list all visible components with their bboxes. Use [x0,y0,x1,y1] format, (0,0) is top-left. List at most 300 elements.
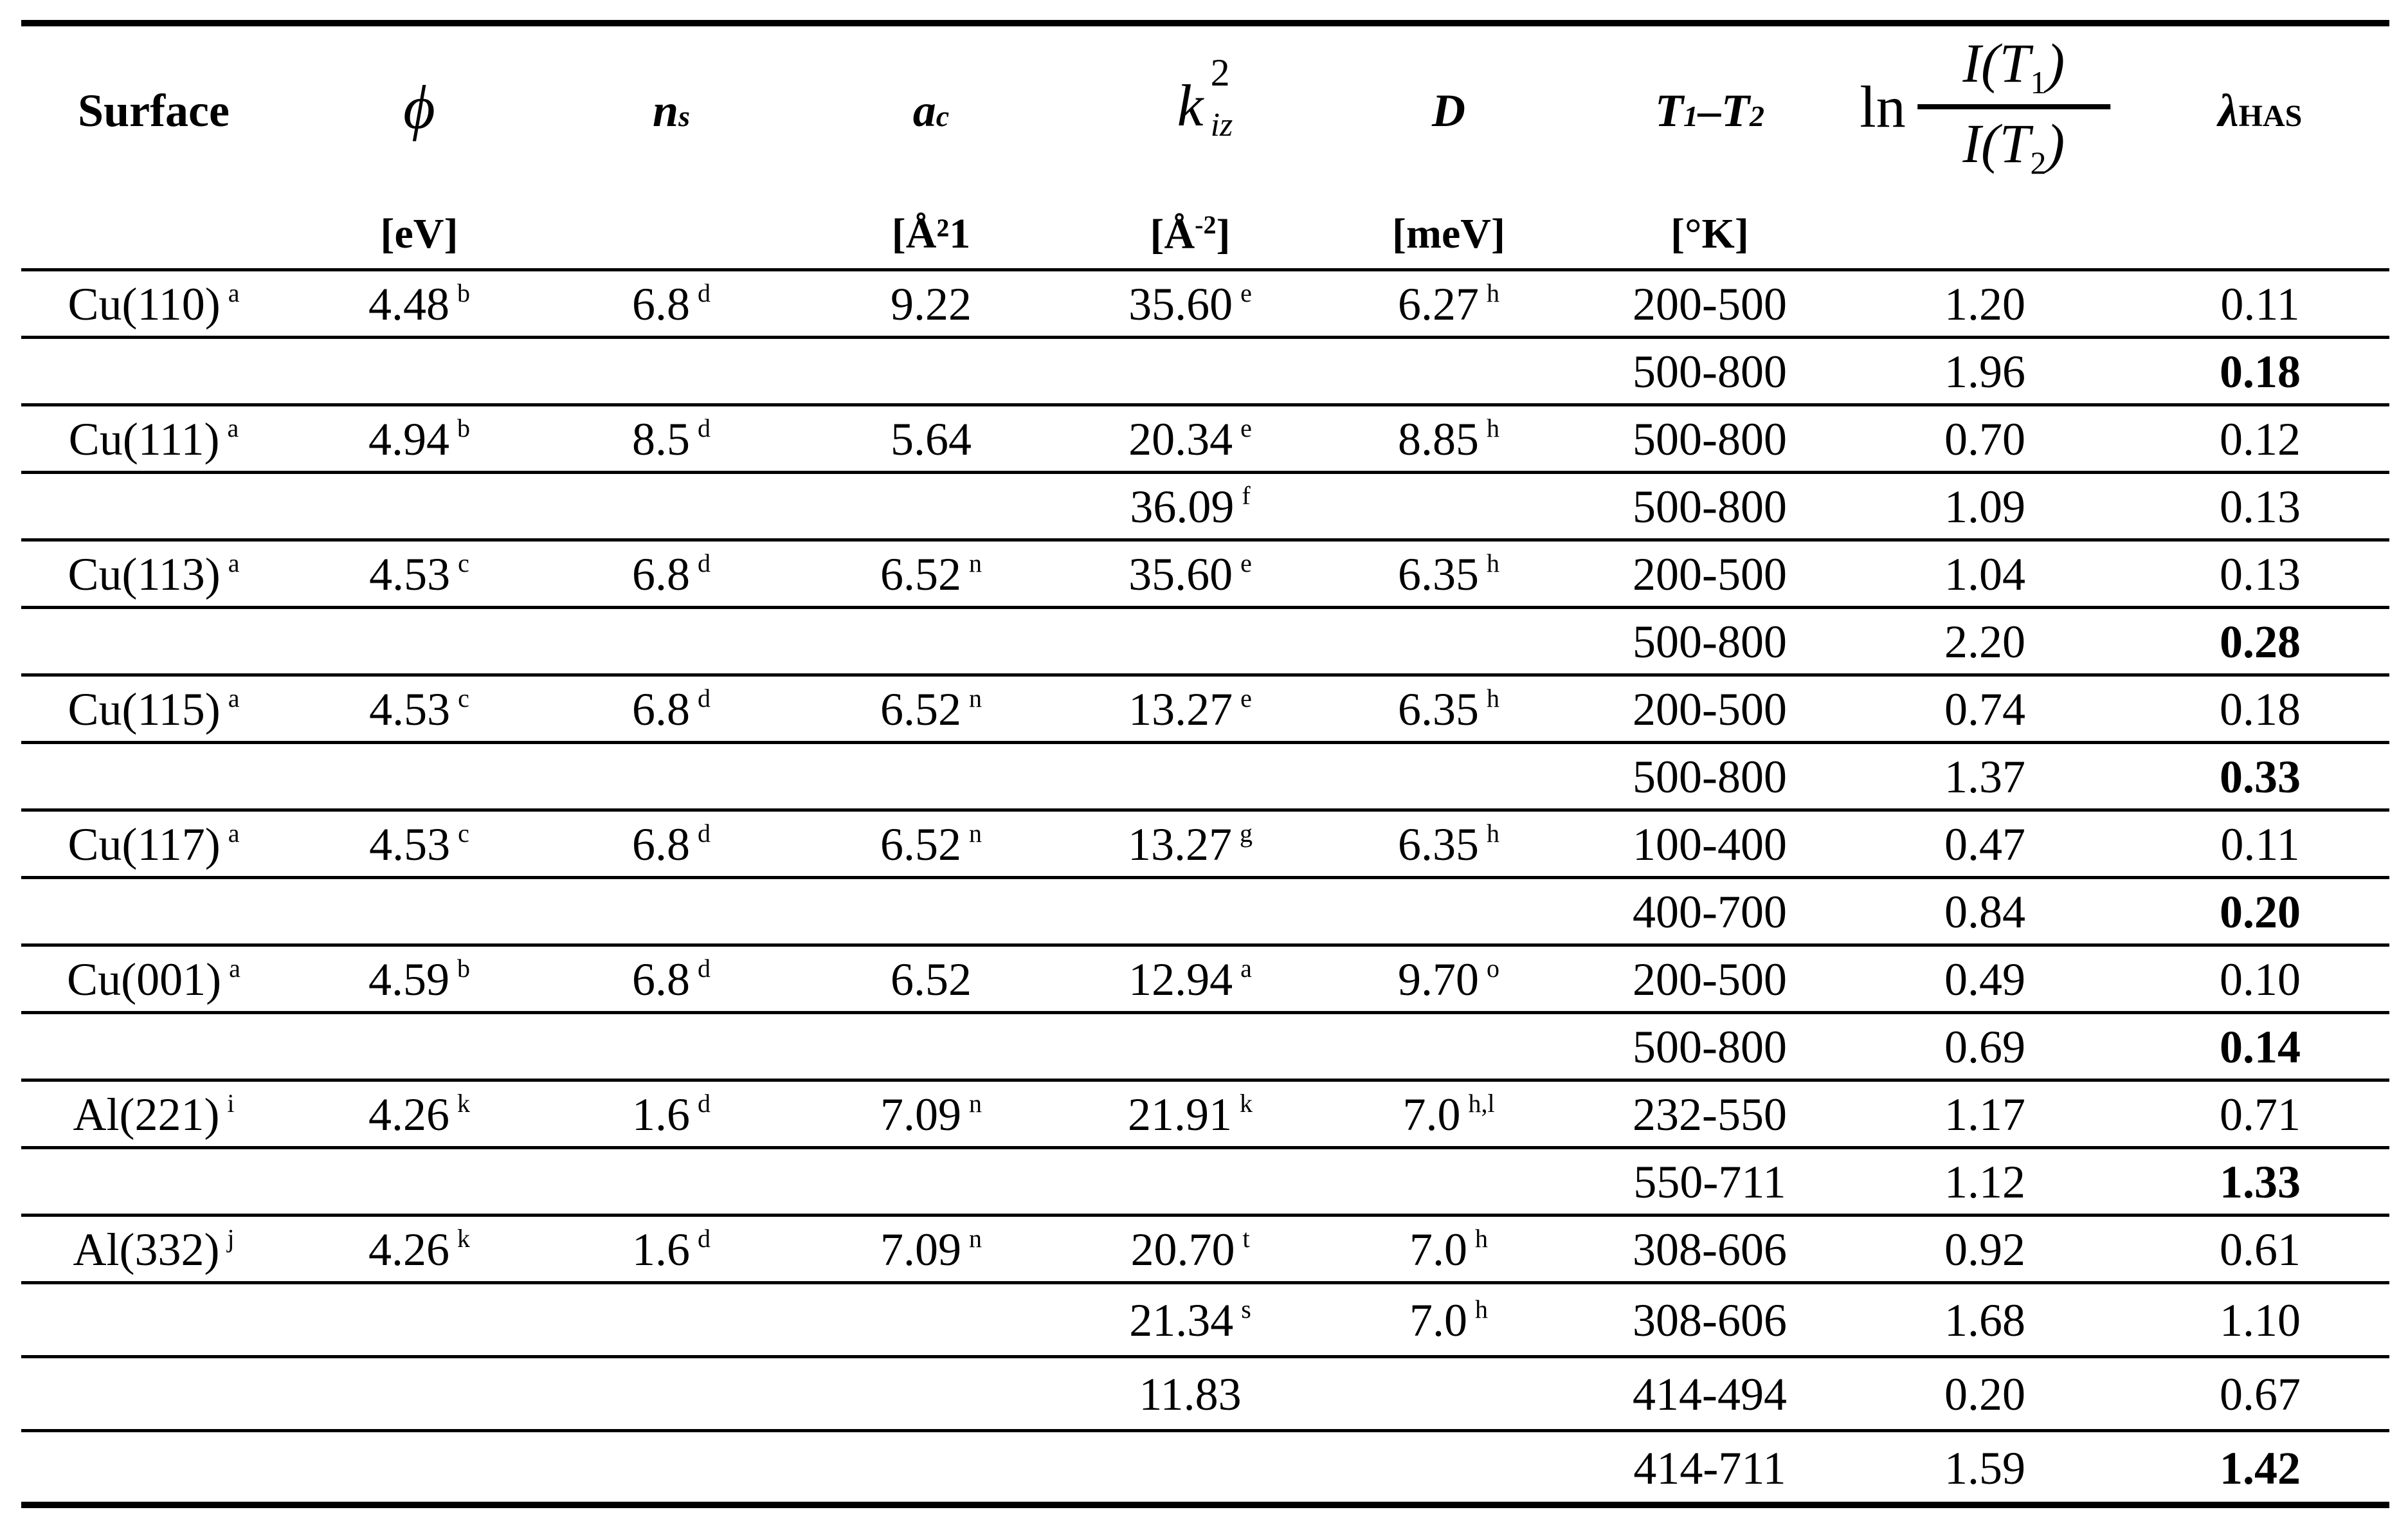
header-T1-sub: 1 [1683,100,1698,132]
header-ac-sub: c [936,100,950,132]
cell-phi-footnote: b [457,954,470,983]
cell-kiz2-value: 35.60 [1128,549,1233,600]
cell-T [1633,821,1787,868]
cell-ns-footnote: d [698,549,711,578]
cell-surface-value: Al(332) [73,1224,220,1275]
cell-ns-value: 1.6 [632,1224,690,1275]
cell-phi [369,549,469,600]
cell-ln [1944,1021,2025,1073]
cell-phi [368,1091,470,1138]
cell-ac [880,1226,982,1273]
cell-kiz2-value: 35.60 [1128,278,1233,330]
cell-ns [632,1226,711,1273]
cell-ns-value: 6.8 [632,819,690,870]
cell-phi-value: 4.26 [368,1224,449,1275]
header-kiz2-base: k [1177,73,1204,138]
cell-kiz2 [1128,549,1252,600]
header-fraction [1917,33,2110,181]
cell-T-value: 500-800 [1633,414,1787,465]
cell-phi [368,956,470,1003]
row-separator [21,1429,2389,1432]
cell-D-footnote: o [1487,954,1499,983]
cell-ac-value: 5.64 [891,414,972,465]
cell-kiz2 [1128,686,1252,733]
cell-ac-value: 6.52 [880,819,961,870]
fraction-bar [1917,104,2110,109]
cell-kiz2-footnote: a [1240,954,1252,983]
cell-D-footnote: h [1487,819,1499,848]
cell-lambda-value: 0.13 [2220,481,2301,533]
cell-lambda [2220,1295,2301,1346]
cell-surface [68,414,239,465]
cell-D [1398,956,1499,1003]
cell-surface-value: Cu(001) [67,954,222,1005]
cell-ln-value: 1.59 [1944,1443,2025,1494]
cell-surface-footnote: a [228,549,240,578]
cell-T-value: 550-711 [1633,1156,1786,1208]
cell-ac [880,1091,982,1138]
table-header [21,26,2389,270]
cell-T [1633,1226,1787,1273]
header-ns-sub: s [678,100,690,132]
cell-ln [1944,1295,2025,1346]
cell-kiz2 [1128,1091,1253,1138]
cell-lambda [2220,414,2301,465]
cell-T [1633,549,1787,600]
den-sub: 2 [2030,145,2047,181]
cell-T [1633,886,1787,938]
cell-phi-value: 4.53 [369,819,451,870]
table-row [21,878,2389,945]
header-phi [403,71,435,143]
cell-surface-footnote: a [229,954,240,983]
cell-ac-footnote: n [969,684,982,713]
header-kiz2-sub: iz [1210,107,1233,143]
cell-phi-footnote: b [457,414,470,442]
cell-D-footnote: h [1487,684,1499,713]
cell-ns-footnote: d [698,414,711,442]
cell-T-value: 500-800 [1633,1021,1787,1073]
cell-lambda-value: 1.42 [2220,1443,2301,1494]
cell-surface-value: Cu(113) [68,549,221,600]
cell-phi-footnote: k [457,1089,470,1118]
cell-surface-footnote: i [227,1089,235,1118]
cell-T [1633,414,1787,465]
cell-ln [1944,821,2025,868]
cell-phi-value: 4.59 [368,954,449,1005]
header-ns [653,84,690,138]
table-row [21,473,2389,540]
cell-phi [368,414,470,465]
cell-lambda-value: 0.18 [2220,684,2301,735]
cell-phi [369,686,469,733]
header-lambda-base: λ [2218,85,2239,136]
cell-ln [1944,346,2025,397]
cell-ac-value: 7.09 [880,1089,961,1140]
table-row [21,1431,2389,1505]
cell-lambda [2220,616,2301,668]
cell-ln [1944,481,2025,533]
cell-ln-value: 0.74 [1944,684,2025,735]
cell-surface [68,821,239,868]
cell-kiz2-value: 13.27 [1128,684,1233,735]
cell-ns [632,821,711,868]
cell-ln [1944,751,2025,803]
header-ac-unit-text: [Å²1 [891,210,971,257]
header-T-unit-text: [°K] [1670,210,1749,257]
cell-ns-footnote: d [698,278,711,307]
cell-T-value: 100-400 [1633,819,1787,870]
header-ac-unit [892,210,970,259]
cell-ln [1944,1156,2025,1208]
row-separator [21,876,2389,879]
cell-lambda-value: 0.12 [2220,414,2301,465]
cell-T-value: 500-800 [1633,346,1787,397]
cell-ln-value: 2.20 [1944,616,2025,668]
cell-phi-value: 4.94 [368,414,449,465]
cell-ns-footnote: d [698,954,711,983]
cell-phi [368,278,470,330]
cell-T [1633,616,1787,668]
cell-lambda-value: 1.10 [2220,1295,2301,1346]
table-row [21,270,2389,338]
cell-kiz2-value: 20.34 [1128,414,1233,465]
cell-ln [1944,549,2025,600]
cell-T [1633,686,1787,733]
cell-surface-footnote: a [228,684,240,713]
header-surface-label: Surface [78,85,230,136]
cell-ln [1944,1091,2025,1138]
cell-D-footnote: h [1487,278,1499,307]
table-row [21,1148,2389,1216]
cell-D-value: 6.27 [1398,278,1479,330]
table-row [21,1013,2389,1080]
cell-D [1398,278,1499,330]
header-kiz2-symbol [1177,51,1233,143]
cell-surface [68,278,240,330]
cell-phi-value: 4.26 [368,1089,449,1140]
cell-ac [891,278,972,330]
cell-T [1633,1091,1787,1138]
header-phi-unit-text: [eV] [380,210,458,257]
cell-ns-value: 8.5 [632,414,690,465]
cell-ln-value: 1.68 [1944,1295,2025,1346]
table-top-rule [21,20,2389,26]
cell-ns-footnote: d [698,819,711,848]
cell-kiz2-value: 13.27 [1128,819,1232,870]
cell-T-value: 200-500 [1633,278,1787,330]
table-row [21,405,2389,473]
cell-lambda-value: 0.10 [2220,954,2301,1005]
cell-kiz2-footnote: t [1242,1224,1250,1253]
cell-T-value: 308-606 [1633,1224,1787,1275]
cell-T [1633,1021,1787,1073]
cell-lambda [2220,886,2301,938]
cell-D [1398,549,1499,600]
cell-phi-footnote: c [458,684,469,713]
cell-D [1398,686,1499,733]
header-numerator [1962,33,2065,100]
cell-surface-value: Al(221) [73,1089,220,1140]
cell-T [1633,956,1787,1003]
cell-ln [1944,1226,2025,1273]
cell-surface [73,1226,234,1273]
row-separator [21,673,2389,677]
cell-lambda-value: 0.14 [2220,1021,2301,1073]
cell-kiz2-footnote: e [1240,684,1252,713]
cell-kiz2 [1128,956,1252,1003]
cell-ln [1944,886,2025,938]
cell-ln-value: 0.49 [1944,954,2025,1005]
cell-phi-footnote: b [457,278,470,307]
cell-ln [1944,686,2025,733]
header-D [1432,84,1465,138]
cell-ln-value: 0.92 [1944,1224,2025,1275]
cell-T [1633,1156,1786,1208]
cell-lambda [2220,346,2301,397]
cell-lambda [2220,1443,2301,1494]
cell-ln [1944,414,2025,465]
cell-T-value: 400-700 [1633,886,1787,938]
cell-D-value: 8.85 [1398,414,1479,465]
cell-ac-footnote: n [969,1089,982,1118]
cell-surface-footnote: a [228,278,240,307]
cell-T-value: 200-500 [1633,684,1787,735]
cell-D [1409,1226,1488,1273]
cell-surface-footnote: a [227,414,239,442]
cell-T-value: 414-494 [1633,1369,1787,1420]
cell-phi-value: 4.53 [369,684,451,735]
cell-ln-value: 1.20 [1944,278,2025,330]
cell-ns-value: 1.6 [632,1089,690,1140]
cell-lambda-value: 0.13 [2220,549,2301,600]
cell-T-value: 232-550 [1633,1089,1787,1140]
cell-phi-value: 4.48 [368,278,449,330]
cell-ac-footnote: n [969,1224,982,1253]
cell-surface-footnote: j [227,1224,235,1253]
cell-D-value: 6.35 [1398,819,1479,870]
header-T2: T [1721,85,1750,136]
cell-kiz2-footnote: e [1240,278,1252,307]
den-text: I(T [1962,113,2031,175]
cell-D [1398,414,1499,465]
cell-surface-value: Cu(110) [68,278,221,330]
cell-ln-value: 1.96 [1944,346,2025,397]
cell-lambda [2220,956,2301,1003]
cell-lambda [2220,1156,2301,1208]
table-row [21,1283,2389,1357]
cell-lambda-value: 1.33 [2220,1156,2301,1208]
cell-lambda [2220,1021,2301,1073]
cell-ln-value: 0.84 [1944,886,2025,938]
table-row [21,675,2389,743]
header-T2-sub: 2 [1749,100,1764,132]
header-T1T2 [1655,84,1764,138]
table-row [21,1357,2389,1431]
cell-ln-value: 1.37 [1944,751,2025,803]
cell-ln [1944,278,2025,330]
row-separator [21,1355,2389,1358]
cell-ns [632,686,711,733]
cell-ns [632,1091,711,1138]
cell-kiz2-value: 20.70 [1130,1224,1235,1275]
cell-ln-value: 1.12 [1944,1156,2025,1208]
table-row [21,608,2389,675]
cell-lambda-value: 0.28 [2220,616,2301,668]
cell-T-value: 200-500 [1633,549,1787,600]
cell-kiz2 [1139,1369,1242,1420]
header-D-unit-text: [meV] [1392,210,1505,257]
header-phi-symbol: ϕ [403,73,435,141]
cell-lambda [2220,686,2301,733]
header-ns-base: n [653,85,679,136]
header-kiz2-sup: 2 [1210,51,1230,94]
cell-phi [368,1226,470,1273]
cell-ln-value: 0.20 [1944,1369,2025,1420]
row-separator [21,1214,2389,1217]
cell-lambda-value: 0.11 [2220,278,2300,330]
header-bottom-rule [21,268,2389,271]
cell-T-value: 500-800 [1633,751,1787,803]
cell-T-value: 500-800 [1633,616,1787,668]
cell-kiz2-value: 36.09 [1130,481,1235,533]
cell-ln-value: 0.69 [1944,1021,2025,1073]
cell-surface-footnote: a [228,819,240,848]
header-kiz2-unit-base: [Å [1150,211,1195,258]
cell-ac-value: 6.52 [891,954,972,1005]
cell-kiz2-footnote: e [1240,549,1252,578]
cell-surface-value: Cu(111) [68,414,220,465]
cell-D-value: 7.0 [1402,1089,1461,1140]
header-lambda [2218,84,2303,138]
cell-D-footnote: h [1487,549,1499,578]
cell-kiz2-footnote: f [1242,481,1251,510]
header-D-symbol: D [1432,85,1465,136]
cell-D [1398,821,1499,868]
header-phi-unit [381,210,458,259]
cell-D [1409,1295,1488,1346]
cell-kiz2-value: 12.94 [1128,954,1233,1005]
cell-ln [1944,1443,2025,1494]
header-kiz2-unit-sup: -2 [1195,210,1217,239]
row-separator [21,943,2389,947]
header-D-unit [1392,210,1505,259]
cell-surface [68,686,239,733]
table-row [21,338,2389,405]
cell-ac [880,686,982,733]
cell-ns-footnote: d [698,1224,711,1253]
num-sub: 1 [2030,64,2047,101]
cell-kiz2 [1128,278,1252,330]
header-T-unit [1670,210,1749,259]
cell-T [1633,1369,1787,1420]
cell-ns-value: 6.8 [632,684,690,735]
cell-lambda [2220,1091,2301,1138]
cell-lambda-value: 0.18 [2220,346,2301,397]
cell-ns-value: 6.8 [632,278,690,330]
cell-ac-value: 7.09 [880,1224,961,1275]
cell-kiz2-footnote: s [1241,1295,1251,1324]
cell-phi-footnote: k [457,1224,470,1253]
den-end: ) [2046,113,2065,175]
cell-T [1633,1295,1787,1346]
cell-phi-footnote: c [458,819,469,848]
num-text: I(T [1962,32,2031,94]
cell-kiz2-footnote: e [1240,414,1252,442]
cell-lambda-value: 0.11 [2220,819,2300,870]
cell-lambda-value: 0.20 [2220,886,2301,938]
table-row [21,945,2389,1013]
cell-ns [632,278,711,330]
cell-ns [632,549,711,600]
cell-lambda [2220,549,2301,600]
cell-ac-footnote: n [969,819,982,848]
cell-kiz2-value: 11.83 [1139,1369,1242,1420]
cell-ln-value: 1.09 [1944,481,2025,533]
cell-kiz2 [1130,1226,1249,1273]
cell-lambda-value: 0.33 [2220,751,2301,803]
table-row [21,1216,2389,1283]
cell-ac-footnote: n [969,549,982,578]
header-ac [913,84,949,138]
cell-T [1633,346,1787,397]
cell-ln [1944,956,2025,1003]
header-T1: T [1655,85,1683,136]
cell-T [1633,278,1787,330]
cell-T-value: 414-711 [1633,1443,1786,1494]
cell-kiz2-footnote: k [1240,1089,1253,1118]
row-separator [21,741,2389,744]
cell-ln-value: 0.47 [1944,819,2025,870]
header-ac-base: a [912,85,936,136]
header-ln: ln [1860,74,1906,140]
cell-ac-value: 6.52 [880,549,961,600]
cell-ac-value: 6.52 [880,684,961,735]
cell-T-value: 500-800 [1633,481,1787,533]
cell-ns-footnote: d [698,684,711,713]
row-separator [21,471,2389,474]
cell-phi [369,821,469,868]
cell-lambda-value: 0.67 [2220,1369,2301,1420]
cell-ln [1944,1369,2025,1420]
cell-ac [880,821,982,868]
table-row [21,743,2389,810]
row-separator [21,606,2389,609]
cell-lambda-value: 0.61 [2220,1224,2301,1275]
row-separator [21,336,2389,339]
cell-lambda [2220,821,2299,868]
cell-ac [891,414,972,465]
row-separator [21,1281,2389,1284]
cell-D-footnote: h [1475,1295,1488,1324]
cell-surface-value: Cu(117) [68,819,221,870]
cell-surface [73,1091,234,1138]
cell-kiz2 [1128,821,1253,868]
row-separator [21,403,2389,406]
table-row [21,1080,2389,1148]
cell-T-value: 308-606 [1633,1295,1787,1346]
cell-ns-value: 6.8 [632,954,690,1005]
cell-ns [632,414,711,465]
cell-D-value: 6.35 [1398,684,1479,735]
table-row [21,540,2389,608]
cell-D-value: 7.0 [1409,1295,1467,1346]
cell-lambda [2220,751,2301,803]
cell-D-footnote: h [1475,1224,1488,1253]
cell-ln [1944,616,2025,668]
cell-D-footnote: h,l [1468,1089,1495,1118]
cell-lambda-value: 0.71 [2220,1089,2301,1140]
